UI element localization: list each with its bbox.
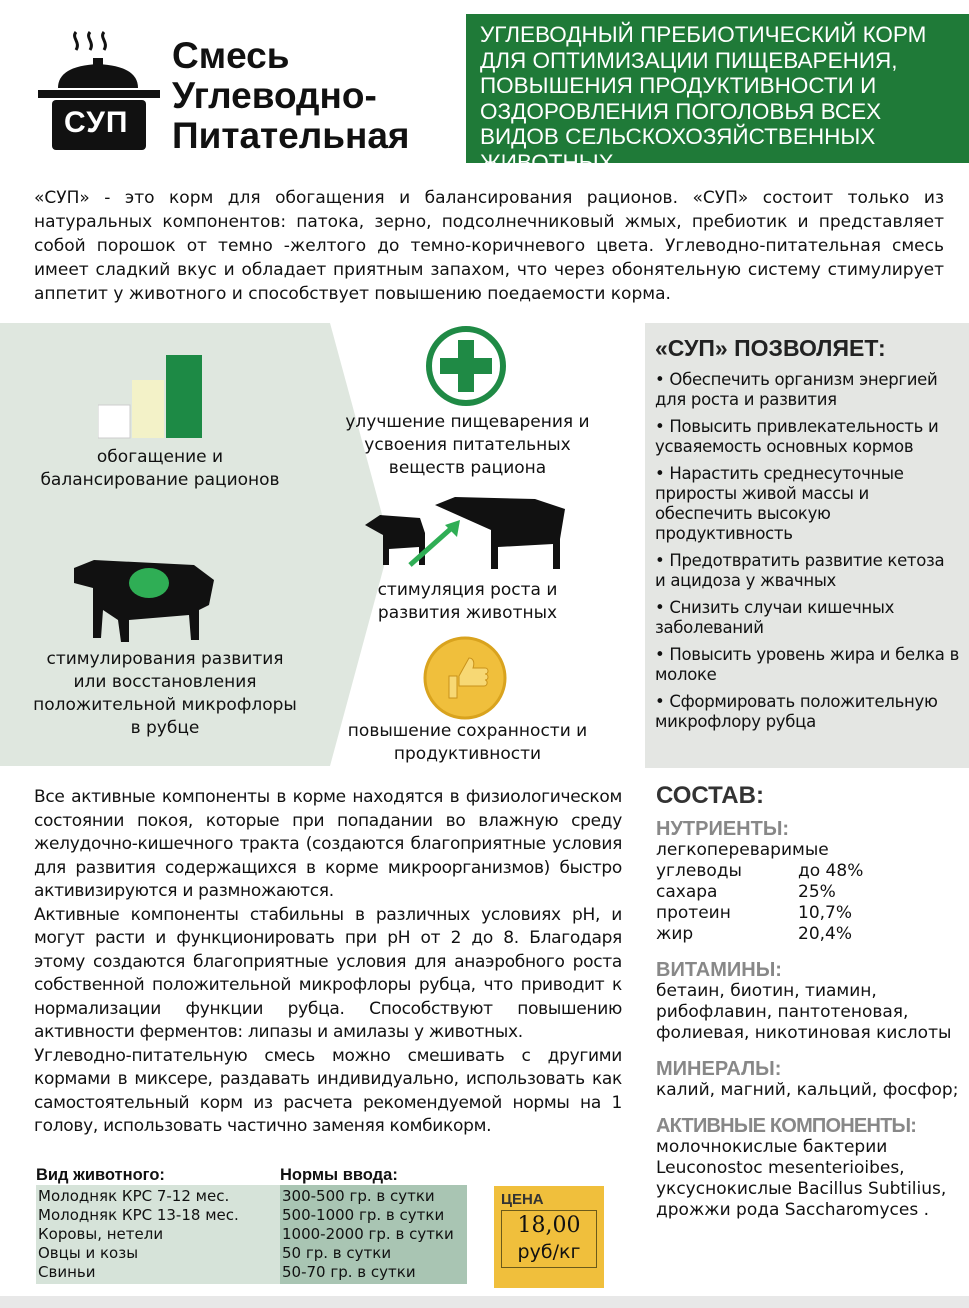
list-item: • Обеспечить организм энергией для роста и развития [655,370,938,409]
title-line: Питательная [172,115,410,156]
tagline: УГЛЕВОДНЫЙ ПРЕБИОТИЧЕСКИЙ КОРМ ДЛЯ ОПТИМИЗАЦИИ ПИЩЕВАРЕНИЯ, ПОВЫШЕНИЯ ПРОДУКТИВНОСТИ И ОЗДОРОВЛЕНИЯ ПОГОЛОВЬЯ ВСЕХ ВИДОВ СЕЛЬСКОХОЗЯЙСТВЕННЫХ ЖИВОТНЫХ [466,14,969,163]
nutrients-title: НУТРИЕНТЫ: [656,818,790,840]
list-item: • Повысить привлекательность и усваяемость основных кормов [655,417,939,456]
price-label: ЦЕНА [501,1191,544,1208]
description [34,786,622,1139]
list-item: • Сформировать положительную микрофлору рубца [655,692,938,731]
title-line: Смесь [172,35,290,76]
list-item: • Предотвратить развитие кетоза и ацидоза у жвачных [655,551,945,590]
nutrient-row: углеводы до 48% [656,861,864,881]
composition-title: СОСТАВ: [656,782,764,809]
price-badge [494,1186,604,1288]
benefit-microflora: стимулирования развития или восстановления положительной микрофлоры в рубце [33,649,297,738]
nutrient-row: протеин 10,7% [656,903,853,923]
paragraph: Все активные компоненты в корме находятся в физиологическом состоянии покоя, которые при попадании во влажную среду желудочно-кишечного тракта (создаются благоприятные условия для развития содержащихся в корме микроорганизмов) быстро активизируются и размножаются. [34,787,622,901]
dosage-table [36,1166,467,1284]
nutrient-prefix: легкопереваримые [656,840,829,860]
logo-text: СУП [64,106,129,139]
price-unit: руб/кг [517,1241,581,1263]
allows-title: «СУП» ПОЗВОЛЯЕТ: [655,335,886,361]
benefit-enrich: обогащение и балансирование рационов [40,447,280,490]
benefit-digest: улучшение пищеварения и усвоения питательных веществ рациона [345,412,590,478]
price-value: 18,00 [517,1213,581,1238]
calf-cow-growth-icon [360,495,570,575]
nutrient-row: жир 20,4% [656,924,853,944]
logo [38,30,163,155]
paragraph: Углеводно-питательную смесь можно смешивать с другими кормами в миксере, раздавать индивидуально, использовать как самостоятельный корм из расчета рекомендуемой нормы на 1 голову, использовать частично заменяя комбикорм. [34,1045,622,1136]
footer-strip [0,1296,969,1308]
nutrient-row: сахара 25% [656,882,836,902]
rate-column: 300-500 гр. в сутки 500-1000 гр. в сутки 1000-2000 гр. в сутки 50 гр. в сутки 50-70 гр. в сутки [280,1185,467,1284]
intro-text: «СУП» - это корм для обогащения и балансирования рационов. «СУП» состоит только из натуральных компонентов: патока, зерно, подсолнечниковый жмых, пребиотик и представляет собой порошок от темно -желтого до темно-коричневого цвета. Углеводно-питательная смесь имеет сладкий вкус и обладает приятным запахом, что через обонятельную систему стимулирует аппетит у животного и способствует повышению поедаемости корма. [34,188,944,304]
minerals-text: калий, магний, кальций, фосфор; [656,1080,959,1100]
vitamins-text: бетаин, биотин, тиамин, рибофлавин, пантотеновая, фолиевая, никотиновая кислоты [656,981,952,1043]
animal-column: Молодняк КРС 7-12 мес. Молодняк КРС 13-18 мес. Коровы, нетели Овцы и козы Свиньи [36,1185,280,1284]
cow-icon [64,548,224,643]
bar-chart-icon [98,350,208,440]
composition [656,782,966,1221]
list-item: • Нарастить среднесуточные приросты живой массы и обеспечить высокую продуктивность [655,464,904,543]
minerals-title: МИНЕРАЛЫ: [656,1058,782,1080]
vitamins-title: ВИТАМИНЫ: [656,959,782,981]
active-text: молочнокислые бактерии Leuconostoc mesenterioibes, уксуснокислые Bacillus Subtilius, дрожжи рода Saccharomyces . [656,1137,947,1220]
active-title: АКТИВНЫЕ КОМПОНЕНТЫ: [656,1115,917,1137]
list-item: • Повысить уровень жира и белка в молоке [655,645,959,684]
title-line: Углеводно- [172,75,377,116]
page-title [172,36,410,156]
column-header: Вид животного: [36,1166,165,1184]
column-header: Нормы ввода: [280,1166,398,1184]
paragraph: Активные компоненты стабильны в различных условиях pH, и могут расти и функционировать при pH от 2 до 8. Благодаря этому создаются благоприятные условия для анаэробного роста собственной положительной микрофлоры рубца, что приводит к нормализации функции рубца. Способствуют повышению активности ферментов: липазы и амилазы у животных. [34,904,622,1042]
benefit-safety: повышение сохранности и продуктивности [347,721,588,764]
allows-panel [645,323,969,768]
medical-cross-icon [425,325,507,407]
thumbs-up-coin-icon [423,636,507,720]
benefit-growth: стимуляция роста и развития животных [377,580,558,623]
list-item: • Снизить случаи кишечных заболеваний [655,598,895,637]
